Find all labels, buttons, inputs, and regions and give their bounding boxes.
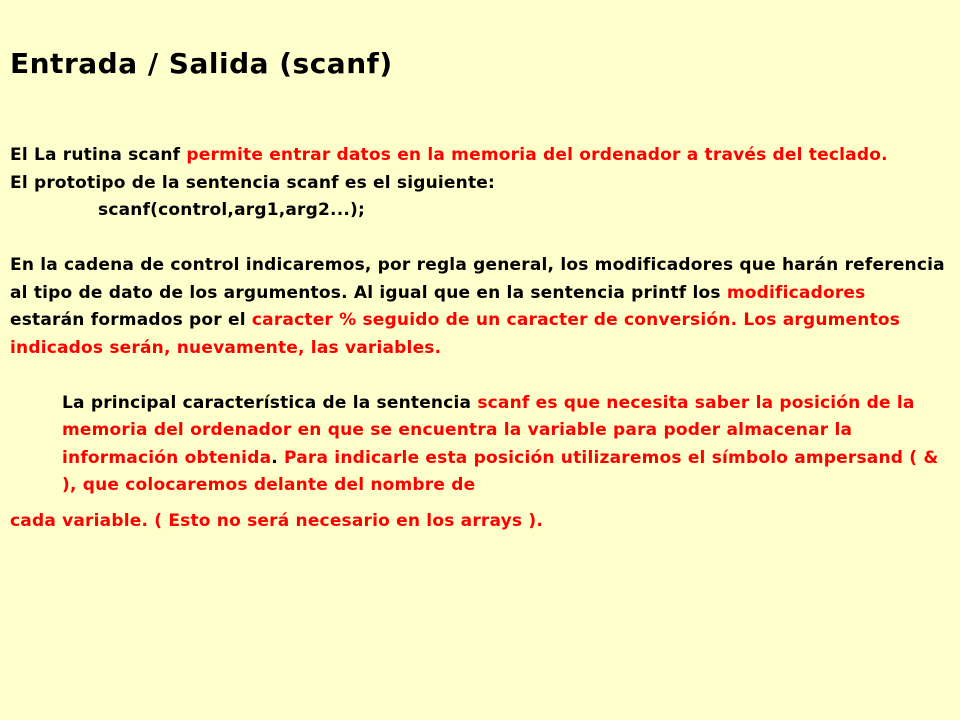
paragraph-arrays-note: cada variable. ( Esto no será necesario en los arrays ). xyxy=(10,510,543,531)
feature-text-1: La principal característica de la sentencia xyxy=(62,392,478,413)
paragraph-spacer xyxy=(10,362,945,390)
control-text-2: estarán formados por el xyxy=(10,310,252,330)
intro-highlight: permite entrar datos en la memoria del ordenador a través del teclado. xyxy=(186,145,888,165)
control-highlight-1: modificadores xyxy=(726,282,866,303)
code-prototype: scanf(control,arg1,arg2...); xyxy=(98,200,365,220)
feature-highlight-1: scanf es que necesita saber la posición de la memoria del ordenador en que se encuentra la variable para poder almacenar la información obtenida xyxy=(62,392,915,468)
feature-highlight-2: Para indicarle esta posición utilizaremos el símbolo ampersand ( & ), que colocaremos delante del nombre de xyxy=(62,447,939,495)
paragraph-prototype: El prototipo de la sentencia scanf es el siguiente: xyxy=(10,172,496,193)
feature-text-2: . xyxy=(271,447,285,468)
control-text-1: En la cadena de control indicaremos, por regla general, los modificadores que harán referencia al tipo de dato de los argumentos. Al igual que en la sentencia printf los xyxy=(10,255,945,303)
intro-text: El La rutina scanf xyxy=(10,145,187,165)
slide-body xyxy=(10,142,945,535)
paragraph-main-feature xyxy=(10,390,945,500)
slide-title: Entrada / Salida (scanf) xyxy=(10,47,393,80)
paragraph-scanf-intro xyxy=(10,142,945,170)
paragraph-control-string xyxy=(10,252,945,362)
paragraph-spacer xyxy=(10,225,945,253)
control-highlight-2: caracter % seguido de un caracter de conversión. Los argumentos indicados serán, nuevamente, las variables. xyxy=(10,310,901,358)
